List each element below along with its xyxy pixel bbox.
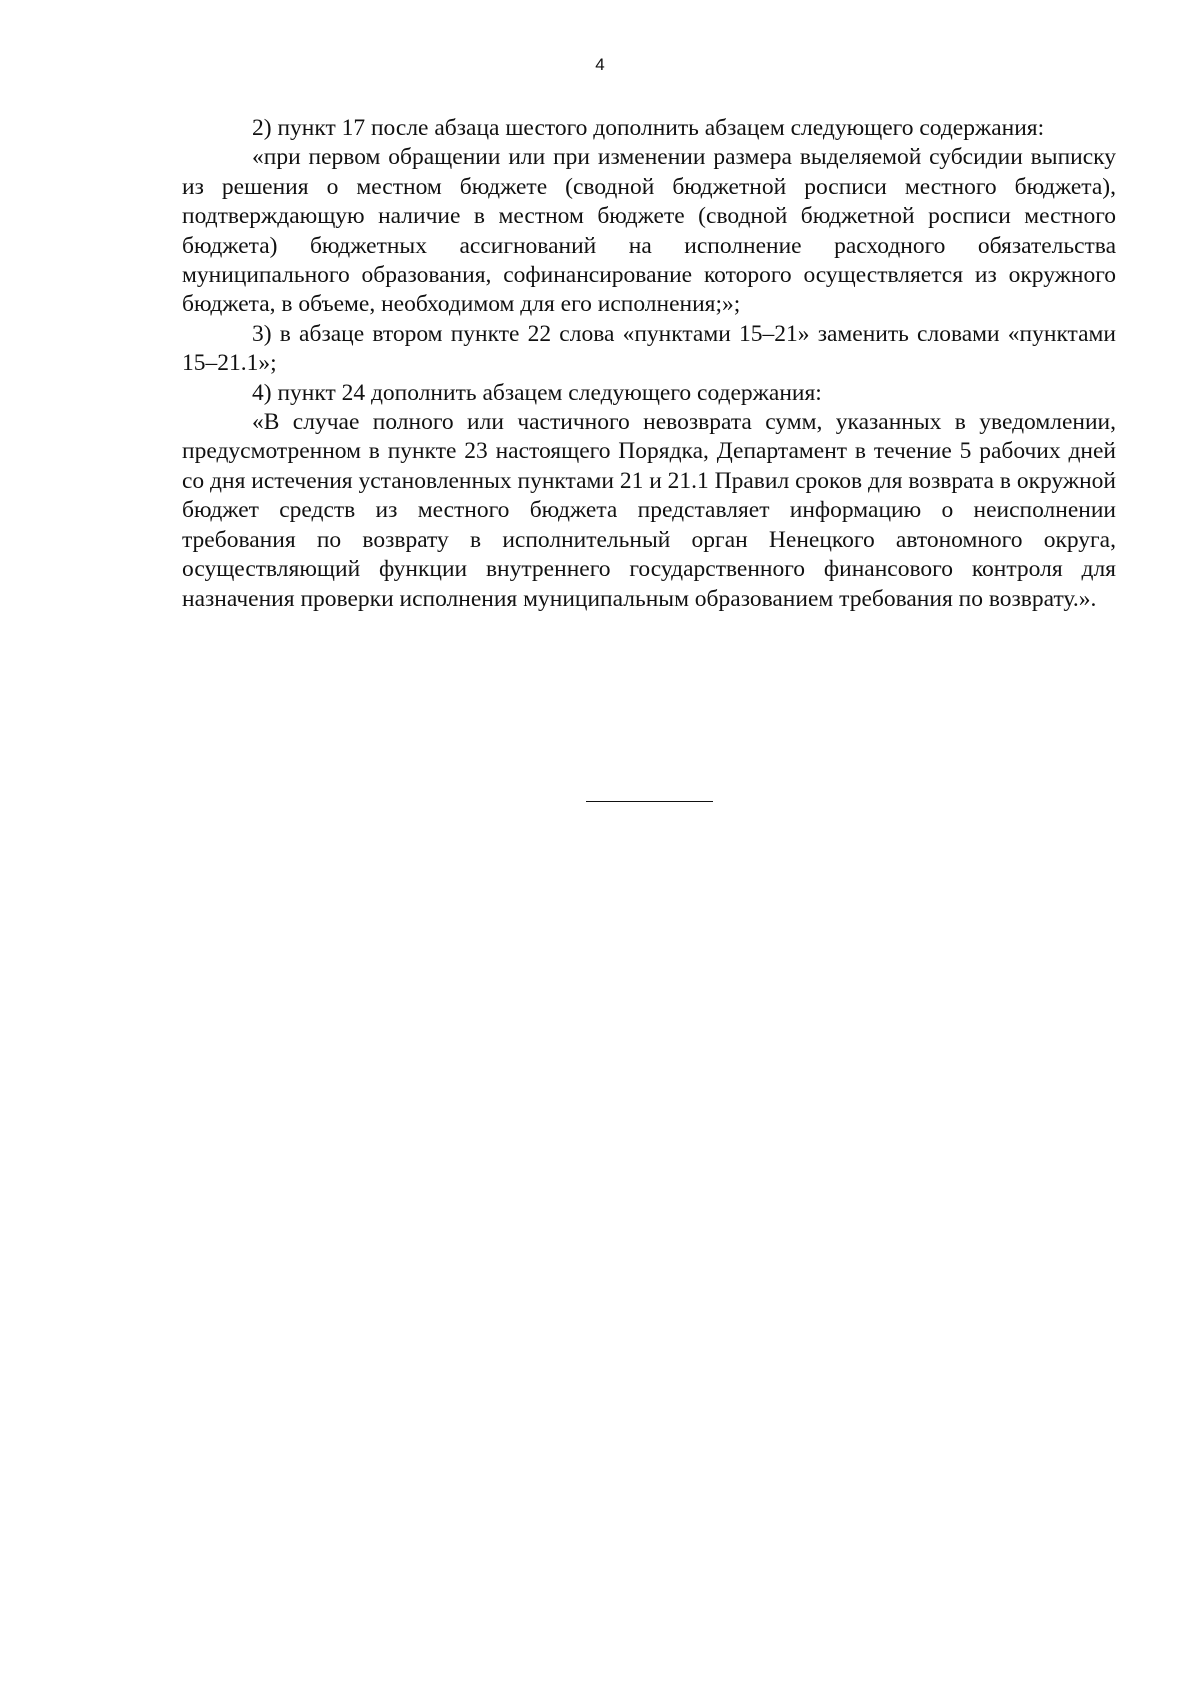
paragraph-quoted-nonreturn-text: «В случае полного или частичного невозврата сумм, указанных в уведомлении, предусмотренном в пункте 23 настоящего Порядка, Департамент в течение 5 рабочих дней со дня истечения установленных пунктами 21 и 21.1 Правил сроков для возврата в окружной бюджет средств из местного бюджета представляет информацию о неисполнении требования по возврату в исполнительный орган Ненецкого автономного округа, осуществляющий функции внутреннего государственного финансового контроля для назначения проверки исполнения муниципальным образованием требования по возврату.». (182, 409, 1116, 612)
paragraph-item-3-amendment: 3) в абзаце втором пункте 22 слова «пунктами 15–21» заменить словами «пунктами 15–21.1»; (182, 320, 1116, 377)
document-body (182, 114, 1116, 614)
paragraph-item-4-amendment: 4) пункт 24 дополнить абзацем следующего содержания: (252, 379, 822, 406)
paragraph-item-2-amendment: 2) пункт 17 после абзаца шестого дополнить абзацем следующего содержания: (252, 115, 1045, 141)
end-divider-line (586, 801, 713, 802)
paragraph-quoted-extract-text: «при первом обращении или при изменении размера выделяемой субсидии выписку из решения о местном бюджете (сводной бюджетной росписи местного бюджета), подтверждающую наличие в местном бюджете (сводной бюджетной росписи местного бюджета) бюджетных ассигнований на исполнение расходного обязательства муниципального образования, софинансирование которого осуществляется из окружного бюджета, в объеме, необходимом для его исполнения;»; (182, 144, 1116, 318)
page-number: 4 (595, 55, 605, 74)
